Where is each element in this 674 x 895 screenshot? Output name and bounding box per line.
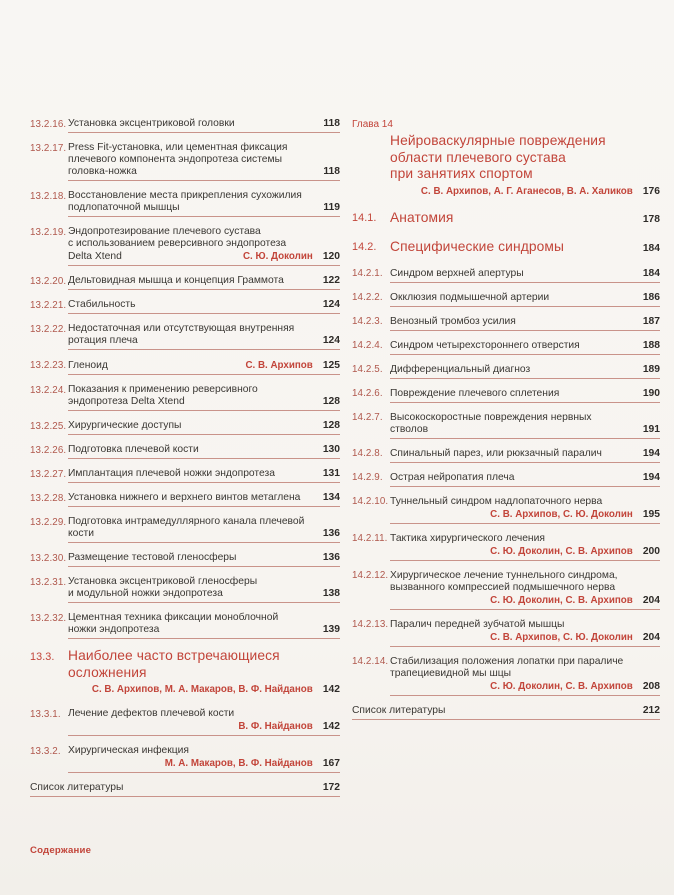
entry-page-number: 212 (642, 704, 660, 716)
entry-final-row (68, 528, 340, 540)
entry-body (68, 516, 340, 543)
entry-final-row (68, 359, 340, 372)
footer-label: Содержание (30, 845, 92, 856)
entry-page-number: 188 (642, 339, 660, 351)
entry-body (68, 299, 340, 314)
entry-page-number: 189 (642, 363, 660, 375)
entry-title: Окклюзия подмышечной артерии (390, 291, 550, 303)
entry-number: 14.2.11. (352, 533, 388, 544)
chapter-title (390, 133, 660, 198)
entry-final-row (68, 552, 340, 564)
entry-final-row (390, 388, 660, 400)
entry-title-line: Туннельный синдром надлопаточного нерва (390, 495, 603, 507)
entry-page-number: 136 (322, 528, 340, 539)
toc-entry (352, 340, 660, 355)
toc-entry (30, 190, 340, 217)
toc-column-right (352, 118, 660, 729)
entry-title-line: трапециевидной мы шцы (390, 667, 512, 679)
entry-number: 14.2. (352, 241, 377, 253)
entry-number: 13.2.32. (30, 612, 67, 624)
entry-body (390, 533, 660, 561)
entry-title-line: Press Fit-установка, или цементная фиксация (68, 142, 288, 153)
entry-final-row (390, 364, 660, 376)
entry-number: 13.2.20. (30, 275, 67, 287)
section-heading (352, 210, 660, 227)
entry-body (68, 118, 340, 133)
entry-final-row (390, 292, 660, 304)
entry-final-row (68, 588, 340, 600)
toc-entry (352, 268, 660, 283)
toc-entry (352, 412, 660, 439)
entry-final-row (390, 185, 660, 198)
entry-body (68, 420, 340, 435)
entry-title-line: с использованием реверсивного эндопротеза (68, 238, 287, 249)
entry-title-line: плечевого компонента эндопротеза системы (68, 154, 283, 165)
entry-author: М. А. Макаров, В. Ф. Найданов (164, 758, 313, 769)
entry-final-row (68, 202, 340, 214)
entry-page-number: 128 (322, 420, 340, 431)
entry-final-row (68, 757, 340, 770)
entry-title: Установка эксцентриковой головки (68, 118, 235, 129)
entry-title-line: Наиболее часто встречающиеся (68, 648, 280, 663)
entry-body (68, 190, 340, 217)
entry-author: С. В. Архипов, М. А. Макаров, В. Ф. Найданов (91, 684, 313, 695)
entry-title: Синдром верхней апертуры (390, 267, 524, 279)
entry-final-row (68, 720, 340, 733)
entry-page-number: 178 (642, 213, 660, 225)
entry-body (30, 782, 340, 797)
entry-final-row (390, 680, 660, 693)
entry-title: ротация плеча (68, 335, 138, 346)
toc-entry (352, 292, 660, 307)
section-heading (30, 648, 340, 696)
entry-title-line: Хирургическая инфекция (68, 745, 189, 756)
entry-final-row (68, 275, 340, 287)
entry-page-number: 190 (642, 387, 660, 399)
toc-column-left (30, 118, 340, 806)
entry-final-row (68, 166, 340, 178)
toc-entry (30, 444, 340, 459)
entry-title: Венозный тромбоз усилия (390, 315, 516, 327)
entry-title-line: Паралич передней зубчатой мышцы (390, 618, 565, 630)
entry-author: С. Ю. Доколин, С. В. Архипов (490, 545, 633, 557)
entry-body (390, 412, 660, 439)
entry-title-line: Восстановление места прикрепления сухожилия (68, 190, 302, 201)
entry-page-number: 184 (642, 267, 660, 279)
toc-entry (352, 705, 660, 720)
entry-body (390, 619, 660, 647)
entry-title-line: Цементная техника фиксации моноблочной (68, 612, 279, 623)
entry-number: 14.2.7. (352, 412, 383, 423)
entry-body (68, 323, 340, 350)
toc-entry (352, 496, 660, 524)
entry-title: стволов (390, 423, 429, 435)
entry-final-row (68, 335, 340, 347)
entry-number: 14.2.1. (352, 268, 383, 279)
entry-number: 14.2.12. (352, 570, 389, 581)
entry-page-number: 142 (322, 684, 340, 695)
entry-page-number: 167 (322, 758, 340, 769)
toc-entry (30, 142, 340, 181)
entry-page-number: 130 (322, 444, 340, 455)
entry-body (68, 468, 340, 483)
entry-page-number: 187 (642, 315, 660, 327)
toc-entry (352, 448, 660, 463)
entry-body (68, 142, 340, 181)
entry-title: Дифференциальный диагноз (390, 363, 531, 375)
toc-entry (352, 472, 660, 487)
entry-final-row (390, 210, 660, 227)
entry-title: Повреждение плечевого сплетения (390, 387, 560, 399)
entry-page-number: 172 (322, 782, 340, 793)
entry-number: 13.2.21. (30, 299, 67, 311)
entry-final-row (390, 268, 660, 280)
entry-body (68, 612, 340, 639)
entry-final-row (30, 782, 340, 794)
entry-number: 13.2.24. (30, 384, 67, 396)
entry-title: Размещение тестовой гленосферы (68, 552, 237, 563)
entry-title: Дельтовидная мышца и концепция Граммота (68, 275, 284, 286)
entry-title-line: Показания к применению реверсивного (68, 384, 258, 395)
toc-entry (352, 316, 660, 331)
entry-title-line: Высокоскоростные повреждения нервных (390, 411, 592, 423)
entry-body (68, 576, 340, 603)
entry-page-number: 118 (323, 118, 340, 129)
toc-entry (30, 468, 340, 483)
entry-title: Гленоид (68, 360, 108, 371)
entry-final-row (68, 118, 340, 130)
entry-page-number: 204 (642, 594, 660, 606)
entry-page-number: 184 (642, 242, 660, 254)
entry-final-row (390, 545, 660, 558)
entry-title-line: Стабилизация положения лопатки при параличе (390, 655, 624, 667)
entry-body (68, 552, 340, 567)
entry-page-number: 122 (322, 275, 340, 286)
toc-entry (352, 533, 660, 561)
entry-number: 14.2.6. (352, 388, 383, 399)
entry-number: 13.2.18. (30, 190, 67, 202)
entry-title: Список литературы (352, 704, 446, 716)
entry-body (390, 316, 660, 331)
entry-body (390, 292, 660, 307)
entry-number: 14.2.13. (352, 619, 389, 630)
toc-entry (30, 118, 340, 133)
chapter-title-line: при занятиях спортом (390, 166, 533, 181)
entry-title: Имплантация плечевой ножки эндопротеза (68, 468, 275, 479)
entry-final-row (390, 508, 660, 521)
toc-entry (30, 299, 340, 314)
entry-page-number: 131 (322, 468, 340, 479)
entry-page-number: 191 (642, 423, 660, 435)
toc-entry (30, 516, 340, 543)
entry-final-row (390, 424, 660, 436)
entry-number: 13.3.2. (30, 745, 61, 757)
chapter-header (352, 118, 660, 198)
toc-entry (30, 359, 340, 375)
entry-title: Острая нейропатия плеча (390, 471, 515, 483)
entry-title: Синдром четырехстороннего отверстия (390, 339, 580, 351)
toc-entry (30, 612, 340, 639)
entry-number: 14.2.8. (352, 448, 383, 459)
toc-entry (30, 552, 340, 567)
entry-page-number: 200 (642, 545, 660, 557)
entry-page-number: 128 (322, 396, 340, 407)
toc-entry (30, 384, 340, 411)
entry-body (390, 570, 660, 610)
toc-entry (352, 619, 660, 647)
chapter-label: Глава 14 (352, 119, 393, 130)
toc-entry (30, 576, 340, 603)
entry-final-row (68, 624, 340, 636)
entry-number: 13.2.31. (30, 576, 67, 588)
entry-page-number: 136 (322, 552, 340, 563)
entry-title: эндопротеза Delta Xtend (68, 396, 185, 407)
entry-title: Delta Xtend (68, 251, 122, 262)
entry-final-row (390, 239, 660, 256)
entry-title: Список литературы (30, 782, 124, 793)
entry-number: 14.2.14. (352, 656, 389, 667)
entry-title-line: Тактика хирургического лечения (390, 532, 545, 544)
toc-entry (30, 420, 340, 435)
entry-body (352, 705, 660, 720)
entry-body (390, 656, 660, 696)
entry-body (68, 384, 340, 411)
entry-body (390, 448, 660, 463)
entry-final-row (390, 594, 660, 607)
entry-number: 14.2.10. (352, 496, 389, 507)
entry-body (68, 708, 340, 736)
entry-number: 13.2.25. (30, 420, 67, 432)
entry-title: Анатомия (390, 209, 454, 225)
entry-final-row (390, 316, 660, 328)
entry-number: 13.2.16. (30, 118, 67, 130)
entry-title-line: Лечение дефектов плечевой кости (68, 708, 235, 719)
entry-body (390, 496, 660, 524)
entry-title: головка-ножка (68, 166, 137, 177)
entry-page-number: 139 (322, 624, 340, 635)
entry-body (68, 359, 340, 375)
entry-title-line: Эндопротезирование плечевого сустава (68, 226, 261, 237)
entry-page-number: 124 (322, 299, 340, 310)
entry-title: Стабильность (68, 299, 136, 310)
entry-number: 13.3. (30, 650, 55, 663)
entry-final-row (68, 444, 340, 456)
entry-title: Спинальный парез, или рюкзачный паралич (390, 447, 602, 459)
entry-final-row (68, 250, 340, 263)
entry-number: 13.2.19. (30, 226, 67, 238)
entry-page-number: 208 (642, 680, 660, 692)
entry-body (68, 275, 340, 290)
chapter-title-line: Нейроваскулярные повреждения (390, 133, 606, 148)
entry-title-line: Установка эксцентриковой гленосферы (68, 576, 258, 587)
entry-title: подлопаточной мышцы (68, 202, 180, 213)
entry-body (68, 226, 340, 266)
toc-entry (352, 364, 660, 379)
entry-body (390, 340, 660, 355)
entry-number: 13.2.28. (30, 492, 67, 504)
entry-body (390, 364, 660, 379)
entry-page-number: 118 (323, 166, 340, 177)
entry-final-row (390, 448, 660, 460)
entry-author: С. В. Архипов, С. Ю. Доколин (490, 508, 633, 520)
entry-body (390, 472, 660, 487)
toc-entry (30, 323, 340, 350)
entry-title: Подготовка плечевой кости (68, 444, 199, 455)
entry-page-number: 120 (322, 251, 340, 262)
entry-final-row (390, 631, 660, 644)
entry-final-row (390, 472, 660, 484)
entry-body (390, 239, 660, 256)
entry-number: 14.2.2. (352, 292, 383, 303)
entry-final-row (390, 340, 660, 352)
toc-entry (30, 708, 340, 736)
entry-title-line: Недостаточная или отсутствующая внутренняя (68, 323, 295, 334)
entry-final-row (68, 396, 340, 408)
entry-number: 13.2.27. (30, 468, 67, 480)
toc-entry (30, 782, 340, 797)
entry-title: Хирургические доступы (68, 420, 182, 431)
entry-body (68, 492, 340, 507)
entry-page-number: 194 (642, 447, 660, 459)
entry-title-line: Подготовка интрамедуллярного канала плечевой (68, 516, 305, 527)
entry-final-row (68, 299, 340, 311)
entry-number: 13.2.30. (30, 552, 67, 564)
entry-page-number: 138 (322, 588, 340, 599)
entry-title: Установка нижнего и верхнего винтов метаглена (68, 492, 301, 503)
entry-title-line: Хирургическое лечение туннельного синдрома, (390, 569, 618, 581)
entry-number: 13.2.23. (30, 359, 67, 371)
entry-number: 14.2.9. (352, 472, 383, 483)
entry-body (68, 745, 340, 773)
entry-title: ножки эндопротеза (68, 624, 160, 635)
entry-author: С. В. Архипов (245, 360, 313, 371)
entry-number: 14.2.4. (352, 340, 383, 351)
entry-body (390, 268, 660, 283)
toc-entry (352, 388, 660, 403)
entry-author: С. В. Архипов, С. Ю. Доколин (490, 631, 633, 643)
entry-body (390, 210, 660, 227)
entry-page-number: 176 (642, 185, 660, 197)
entry-number: 14.2.3. (352, 316, 383, 327)
entry-body (68, 648, 340, 696)
entry-page-number: 142 (322, 721, 340, 732)
toc-entry (30, 745, 340, 773)
entry-number: 14.1. (352, 212, 377, 224)
entry-title: кости (68, 528, 94, 539)
entry-number: 13.2.22. (30, 323, 67, 335)
entry-author: С. Ю. Доколин, С. В. Архипов (490, 594, 633, 606)
entry-final-row (68, 468, 340, 480)
entry-page-number: 194 (642, 471, 660, 483)
toc-entry (352, 656, 660, 696)
entry-final-row (68, 492, 340, 504)
toc-entry (30, 226, 340, 266)
entry-number: 13.2.17. (30, 142, 67, 154)
entry-page-number: 186 (642, 291, 660, 303)
entry-final-row (352, 705, 660, 717)
entry-page-number: 124 (322, 335, 340, 346)
entry-author: В. Ф. Найданов (238, 721, 313, 732)
section-heading (352, 239, 660, 256)
entry-number: 14.2.5. (352, 364, 383, 375)
entry-page-number: 195 (642, 508, 660, 520)
entry-title-line: осложнения (68, 664, 147, 680)
entry-author: С. В. Архипов, А. Г. Аганесов, В. А. Халиков (420, 185, 633, 197)
entry-body (390, 388, 660, 403)
entry-title: и модульной ножки эндопротеза (68, 588, 223, 599)
entry-page-number: 204 (642, 631, 660, 643)
toc-entry (352, 570, 660, 610)
toc-entry (30, 275, 340, 290)
entry-title-line: вызванного компрессией подмышечного нерва (390, 581, 616, 593)
entry-number: 13.2.29. (30, 516, 67, 528)
toc-entry (30, 492, 340, 507)
entry-page-number: 119 (323, 202, 340, 213)
entry-body (68, 444, 340, 459)
entry-page-number: 134 (322, 492, 340, 503)
entry-page-number: 125 (322, 360, 340, 371)
entry-number: 13.2.26. (30, 444, 67, 456)
entry-number: 13.3.1. (30, 708, 61, 720)
entry-final-row (68, 683, 340, 696)
chapter-title-line: области плечевого сустава (390, 149, 566, 165)
entry-final-row (68, 420, 340, 432)
entry-author: С. Ю. Доколин (242, 251, 313, 262)
entry-title: Специфические синдромы (390, 238, 565, 254)
entry-author: С. Ю. Доколин, С. В. Архипов (490, 680, 633, 692)
